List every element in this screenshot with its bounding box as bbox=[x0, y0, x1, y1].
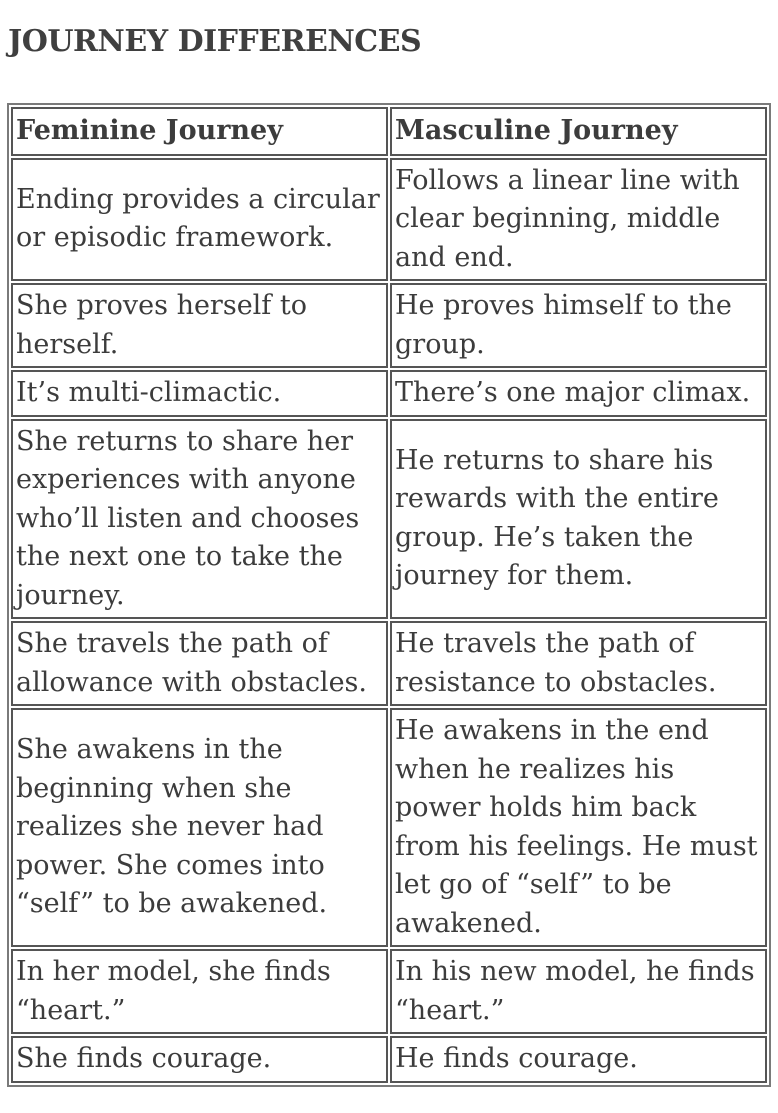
masculine-cell: He awakens in the end when he realizes his power holds him back from his feelings. He must let go of “self” to be awakened. bbox=[390, 708, 767, 947]
table-header-row bbox=[11, 107, 767, 156]
table-row bbox=[11, 283, 767, 368]
feminine-cell: She awakens in the beginning when she realizes she never had power. She comes into “self” to be awakened. bbox=[11, 708, 388, 947]
masculine-cell: There’s one major climax. bbox=[390, 370, 767, 417]
feminine-cell: She finds courage. bbox=[11, 1036, 388, 1083]
masculine-cell: He travels the path of resistance to obstacles. bbox=[390, 621, 767, 706]
table-row bbox=[11, 621, 767, 706]
masculine-cell: He proves himself to the group. bbox=[390, 283, 767, 368]
page-title: JOURNEY DIFFERENCES bbox=[8, 24, 422, 59]
header-masculine-journey: Masculine Journey bbox=[390, 107, 767, 156]
header-feminine-journey: Feminine Journey bbox=[11, 107, 388, 156]
masculine-cell: He finds courage. bbox=[390, 1036, 767, 1083]
feminine-cell: She proves herself to herself. bbox=[11, 283, 388, 368]
table-row bbox=[11, 419, 767, 620]
table-row bbox=[11, 1036, 767, 1083]
feminine-cell: It’s multi-climactic. bbox=[11, 370, 388, 417]
masculine-cell: He returns to share his rewards with the entire group. He’s taken the journey for them. bbox=[390, 419, 767, 620]
feminine-cell: In her model, she finds “heart.” bbox=[11, 949, 388, 1034]
masculine-cell: Follows a linear line with clear beginning, middle and end. bbox=[390, 158, 767, 282]
table-row bbox=[11, 370, 767, 417]
feminine-cell: She travels the path of allowance with obstacles. bbox=[11, 621, 388, 706]
table-row bbox=[11, 158, 767, 282]
feminine-cell: She returns to share her experiences with anyone who’ll listen and chooses the next one to take the journey. bbox=[11, 419, 388, 620]
feminine-cell: Ending provides a circular or episodic framework. bbox=[11, 158, 388, 282]
table-row bbox=[11, 949, 767, 1034]
table-row bbox=[11, 708, 767, 947]
masculine-cell: In his new model, he finds “heart.” bbox=[390, 949, 767, 1034]
journey-differences-table bbox=[7, 103, 771, 1087]
